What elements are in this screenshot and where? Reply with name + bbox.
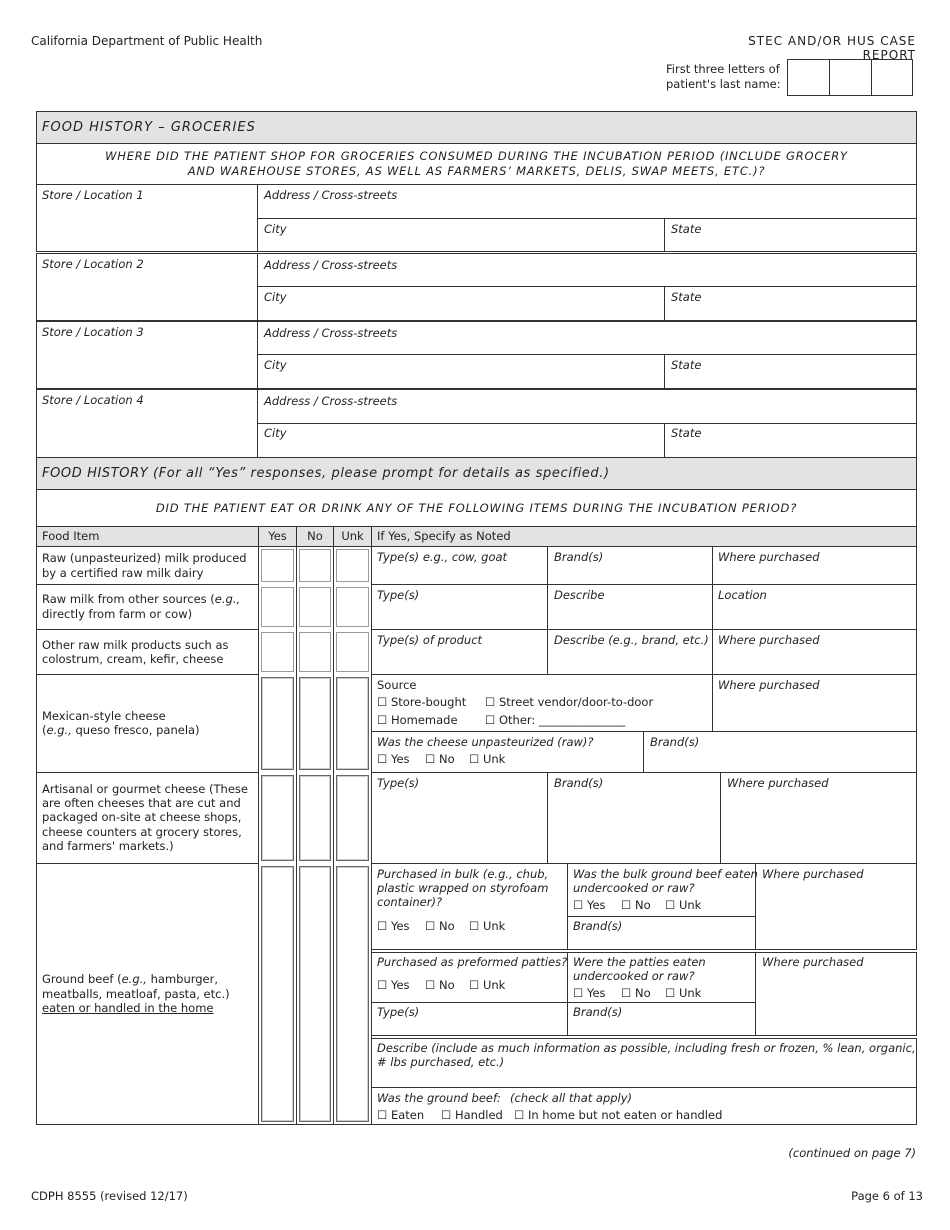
state-label: State [671, 290, 702, 304]
food-item-eg: e.g., [121, 972, 147, 986]
row4-where-label: Where purchased [718, 678, 820, 692]
store-1-label: Store / Location 1 [42, 188, 144, 202]
ground-beef-eaten-option[interactable]: ☐ Eaten [377, 1108, 425, 1122]
bulk-no-option[interactable]: ☐ No [425, 919, 455, 933]
row2-location-label: Location [718, 588, 767, 602]
patty-undercooked-no-option[interactable]: ☐ No [621, 986, 651, 1000]
unpasteurized-unk-option[interactable]: ☐ Unk [469, 752, 506, 766]
food-item-text: ( [42, 723, 47, 737]
option-label: Unk [482, 978, 506, 992]
ground-beef-no-checkbox[interactable] [299, 866, 331, 1122]
report-title: STEC AND/OR HUS CASE REPORT [748, 34, 916, 62]
option-label: Street vendor/door-to-door [498, 695, 654, 709]
mexican-cheese-unk-checkbox[interactable] [336, 677, 369, 770]
unpasteurized-yes-option[interactable]: ☐ Yes [377, 752, 410, 766]
continued-note: (continued on page 7) [788, 1146, 916, 1160]
food-item-text: Mexican-style cheese [42, 709, 166, 723]
raw-milk-products-no-checkbox[interactable] [299, 632, 331, 672]
unpasteurized-no-option[interactable]: ☐ No [425, 752, 455, 766]
ground-beef-yes-checkbox[interactable] [261, 866, 294, 1122]
source-other-option[interactable]: ☐ Other: _______________ [485, 713, 626, 727]
row2-describe-label: Describe [554, 588, 605, 602]
bulk-yes-option[interactable]: ☐ Yes [377, 919, 410, 933]
raw-milk-certified-yes-checkbox[interactable] [261, 549, 294, 582]
state-label: State [671, 426, 702, 440]
groceries-title: FOOD HISTORY – GROCERIES [42, 120, 256, 135]
option-label: No [634, 898, 651, 912]
initial-box-3[interactable] [871, 59, 913, 96]
row5-where-label: Where purchased [727, 776, 829, 790]
store-3-state-field[interactable] [664, 354, 917, 389]
store-2-label: Store / Location 2 [42, 257, 144, 271]
source-street-vendor-option[interactable]: ☐ Street vendor/door-to-door [485, 695, 654, 709]
option-label: Eaten [390, 1108, 425, 1122]
raw-milk-products-yes-checkbox[interactable] [261, 632, 294, 672]
address-label: Address / Cross-streets [264, 394, 398, 408]
food-item-text: Other raw milk products such as [42, 638, 229, 652]
bulk-unk-option[interactable]: ☐ Unk [469, 919, 506, 933]
row4-brand-label: Brand(s) [650, 735, 700, 749]
raw-milk-certified-unk-checkbox[interactable] [336, 549, 369, 582]
col-food-item-label: Food Item [42, 529, 100, 543]
initials-label-line2: patient's last name: [666, 77, 781, 91]
row1-brand-label: Brand(s) [554, 550, 604, 564]
form-id: CDPH 8555 (revised 12/17) [31, 1189, 188, 1203]
food-item-text: meatballs, meatloaf, pasta, etc.) [42, 987, 230, 1001]
raw-milk-other-unk-checkbox[interactable] [336, 587, 369, 627]
patty-unk-option[interactable]: ☐ Unk [469, 978, 506, 992]
patty-yes-option[interactable]: ☐ Yes [377, 978, 410, 992]
row6-ground-beef-question: Was the ground beef: [377, 1091, 501, 1105]
row3-describe-label: Describe (e.g., brand, etc.) [554, 633, 709, 647]
city-label: City [264, 426, 287, 440]
food-history-title: FOOD HISTORY (For all “Yes” responses, please prompt for details as specified.) [42, 466, 610, 481]
food-item-text: packaged on-site at cheese shops, [42, 810, 242, 824]
option-label: Unk [678, 898, 702, 912]
food-item-text: queso fresco, panela) [71, 723, 200, 737]
store-4-city-field[interactable] [257, 423, 665, 458]
mexican-cheese-yes-checkbox[interactable] [261, 677, 294, 770]
food-item-text: eaten or handled in the home [42, 1001, 214, 1015]
col-yes-label: Yes [268, 529, 287, 543]
state-label: State [671, 222, 702, 236]
state-label: State [671, 358, 702, 372]
row6-bulk-where-label: Where purchased [762, 867, 864, 881]
food-item-text: by a certified raw milk dairy [42, 566, 204, 580]
patty-undercooked-unk-option[interactable]: ☐ Unk [665, 986, 702, 1000]
ground-beef-in-home-option[interactable]: ☐ In home but not eaten or handled [514, 1108, 723, 1122]
address-label: Address / Cross-streets [264, 258, 398, 272]
mexican-cheese-no-checkbox[interactable] [299, 677, 331, 770]
bulk-undercooked-no-option[interactable]: ☐ No [621, 898, 651, 912]
col-no-label: No [307, 529, 323, 543]
food-item-text: Raw (unpasteurized) milk produced [42, 551, 247, 565]
option-label: Homemade [390, 713, 458, 727]
option-label: Other: _______________ [498, 713, 626, 727]
food-item-eg: e.g., [214, 592, 241, 606]
row6-patty-type-label: Type(s) [377, 1005, 420, 1019]
bulk-undercooked-yes-option[interactable]: ☐ Yes [573, 898, 606, 912]
food-item-text: Artisanal or gourmet cheese (These [42, 782, 248, 796]
store-1-state-field[interactable] [664, 218, 917, 252]
row2-type-label: Type(s) [377, 588, 420, 602]
artisanal-cheese-yes-checkbox[interactable] [261, 775, 294, 861]
ground-beef-handled-option[interactable]: ☐ Handled [441, 1108, 503, 1122]
patty-no-option[interactable]: ☐ No [425, 978, 455, 992]
store-2-city-field[interactable] [257, 286, 665, 321]
groceries-question-line1: WHERE DID THE PATIENT SHOP FOR GROCERIES CONSUMED DURING THE INCUBATION PERIOD (INCLUDE GROCERY [105, 149, 848, 163]
food-history-question: DID THE PATIENT EAT OR DRINK ANY OF THE FOLLOWING ITEMS DURING THE INCUBATION PERIOD? [155, 501, 798, 515]
row6-bulk-question-line3: container)? [377, 895, 443, 909]
row6-patty-brand-label: Brand(s) [573, 1005, 623, 1019]
col-specify-label: If Yes, Specify as Noted [377, 529, 511, 543]
option-label: Unk [678, 986, 702, 1000]
city-label: City [264, 358, 287, 372]
initial-box-2[interactable] [829, 59, 872, 96]
store-1-city-field[interactable] [257, 218, 665, 252]
option-label: Yes [586, 898, 606, 912]
artisanal-cheese-no-checkbox[interactable] [299, 775, 331, 861]
store-3-city-field[interactable] [257, 354, 665, 389]
raw-milk-other-no-checkbox[interactable] [299, 587, 331, 627]
source-homemade-option[interactable]: ☐ Homemade [377, 713, 458, 727]
row1-where-label: Where purchased [718, 550, 820, 564]
artisanal-cheese-unk-checkbox[interactable] [336, 775, 369, 861]
food-item-text: hamburger, [146, 972, 219, 986]
food-item-text: colostrum, cream, kefir, cheese [42, 652, 224, 666]
food-item-text: directly from farm or cow) [42, 607, 193, 621]
row5-type-label: Type(s) [377, 776, 420, 790]
row6-bulk-undercooked-line1: Was the bulk ground beef eaten [573, 867, 758, 881]
ground-beef-unk-checkbox[interactable] [336, 866, 369, 1122]
option-label: Yes [390, 978, 410, 992]
food-item-text: are often cheeses that are cut and [42, 796, 241, 810]
option-label: Yes [390, 752, 410, 766]
row6-patty-undercooked-line2: undercooked or raw? [573, 969, 695, 983]
store-3-label: Store / Location 3 [42, 325, 144, 339]
row6-bulk-brand-label: Brand(s) [573, 919, 623, 933]
address-label: Address / Cross-streets [264, 188, 398, 202]
store-4-label: Store / Location 4 [42, 393, 144, 407]
option-label: No [438, 752, 455, 766]
row6-describe-line1: Describe (include as much information as possible, including fresh or frozen, % lean, organic, [377, 1041, 916, 1055]
row6-bulk-question-line1: Purchased in bulk (e.g., chub, [377, 867, 549, 881]
option-label: Handled [454, 1108, 503, 1122]
option-label: Yes [390, 919, 410, 933]
option-label: No [438, 919, 455, 933]
row6-bulk-question-line2: plastic wrapped on styrofoam [377, 881, 549, 895]
option-label: Yes [586, 986, 606, 1000]
city-label: City [264, 290, 287, 304]
store-4-state-field[interactable] [664, 423, 917, 458]
address-label: Address / Cross-streets [264, 326, 398, 340]
bulk-undercooked-unk-option[interactable]: ☐ Unk [665, 898, 702, 912]
option-label: In home but not eaten or handled [527, 1108, 723, 1122]
food-item-text: and farmers' markets.) [42, 839, 174, 853]
food-item-text: cheese counters at grocery stores, [42, 825, 242, 839]
row6-patty-undercooked-line1: Were the patties eaten [573, 955, 706, 969]
food-item-text: Raw milk from other sources ( [42, 592, 215, 606]
row1-type-label: Type(s) e.g., cow, goat [377, 550, 508, 564]
row3-where-label: Where purchased [718, 633, 820, 647]
raw-milk-other-yes-checkbox[interactable] [261, 587, 294, 627]
option-label: Unk [482, 919, 506, 933]
option-label: No [634, 986, 651, 1000]
raw-milk-certified-no-checkbox[interactable] [299, 549, 331, 582]
raw-milk-products-unk-checkbox[interactable] [336, 632, 369, 672]
department-name: California Department of Public Health [31, 34, 263, 48]
source-store-bought-option[interactable]: ☐ Store-bought [377, 695, 467, 709]
option-label: No [438, 978, 455, 992]
initials-label-line1: First three letters of [666, 62, 780, 76]
city-label: City [264, 222, 287, 236]
groceries-question-line2: AND WAREHOUSE STORES, AS WELL AS FARMERS’ MARKETS, DELIS, SWAP MEETS, ETC.)? [187, 164, 766, 178]
store-2-state-field[interactable] [664, 286, 917, 321]
row5-brand-label: Brand(s) [554, 776, 604, 790]
option-label: Unk [482, 752, 506, 766]
initial-box-1[interactable] [787, 59, 830, 96]
row6-bulk-undercooked-line2: undercooked or raw? [573, 881, 695, 895]
option-label: Store-bought [390, 695, 467, 709]
row4-unpasteurized-question: Was the cheese unpasteurized (raw)? [377, 735, 594, 749]
col-unk-label: Unk [341, 529, 364, 543]
page-number: Page 6 of 13 [851, 1189, 923, 1203]
row3-type-label: Type(s) of product [377, 633, 483, 647]
row6-describe-line2: # lbs purchased, etc.) [377, 1055, 505, 1069]
food-item-text: Ground beef ( [42, 972, 122, 986]
row4-source-label: Source [377, 678, 417, 692]
patty-undercooked-yes-option[interactable]: ☐ Yes [573, 986, 606, 1000]
row6-patty-where-label: Where purchased [762, 955, 864, 969]
row6-patty-question: Purchased as preformed patties? [377, 955, 568, 969]
row6-check-all-note: (check all that apply) [510, 1091, 633, 1105]
food-item-eg: e.g., [46, 723, 72, 737]
